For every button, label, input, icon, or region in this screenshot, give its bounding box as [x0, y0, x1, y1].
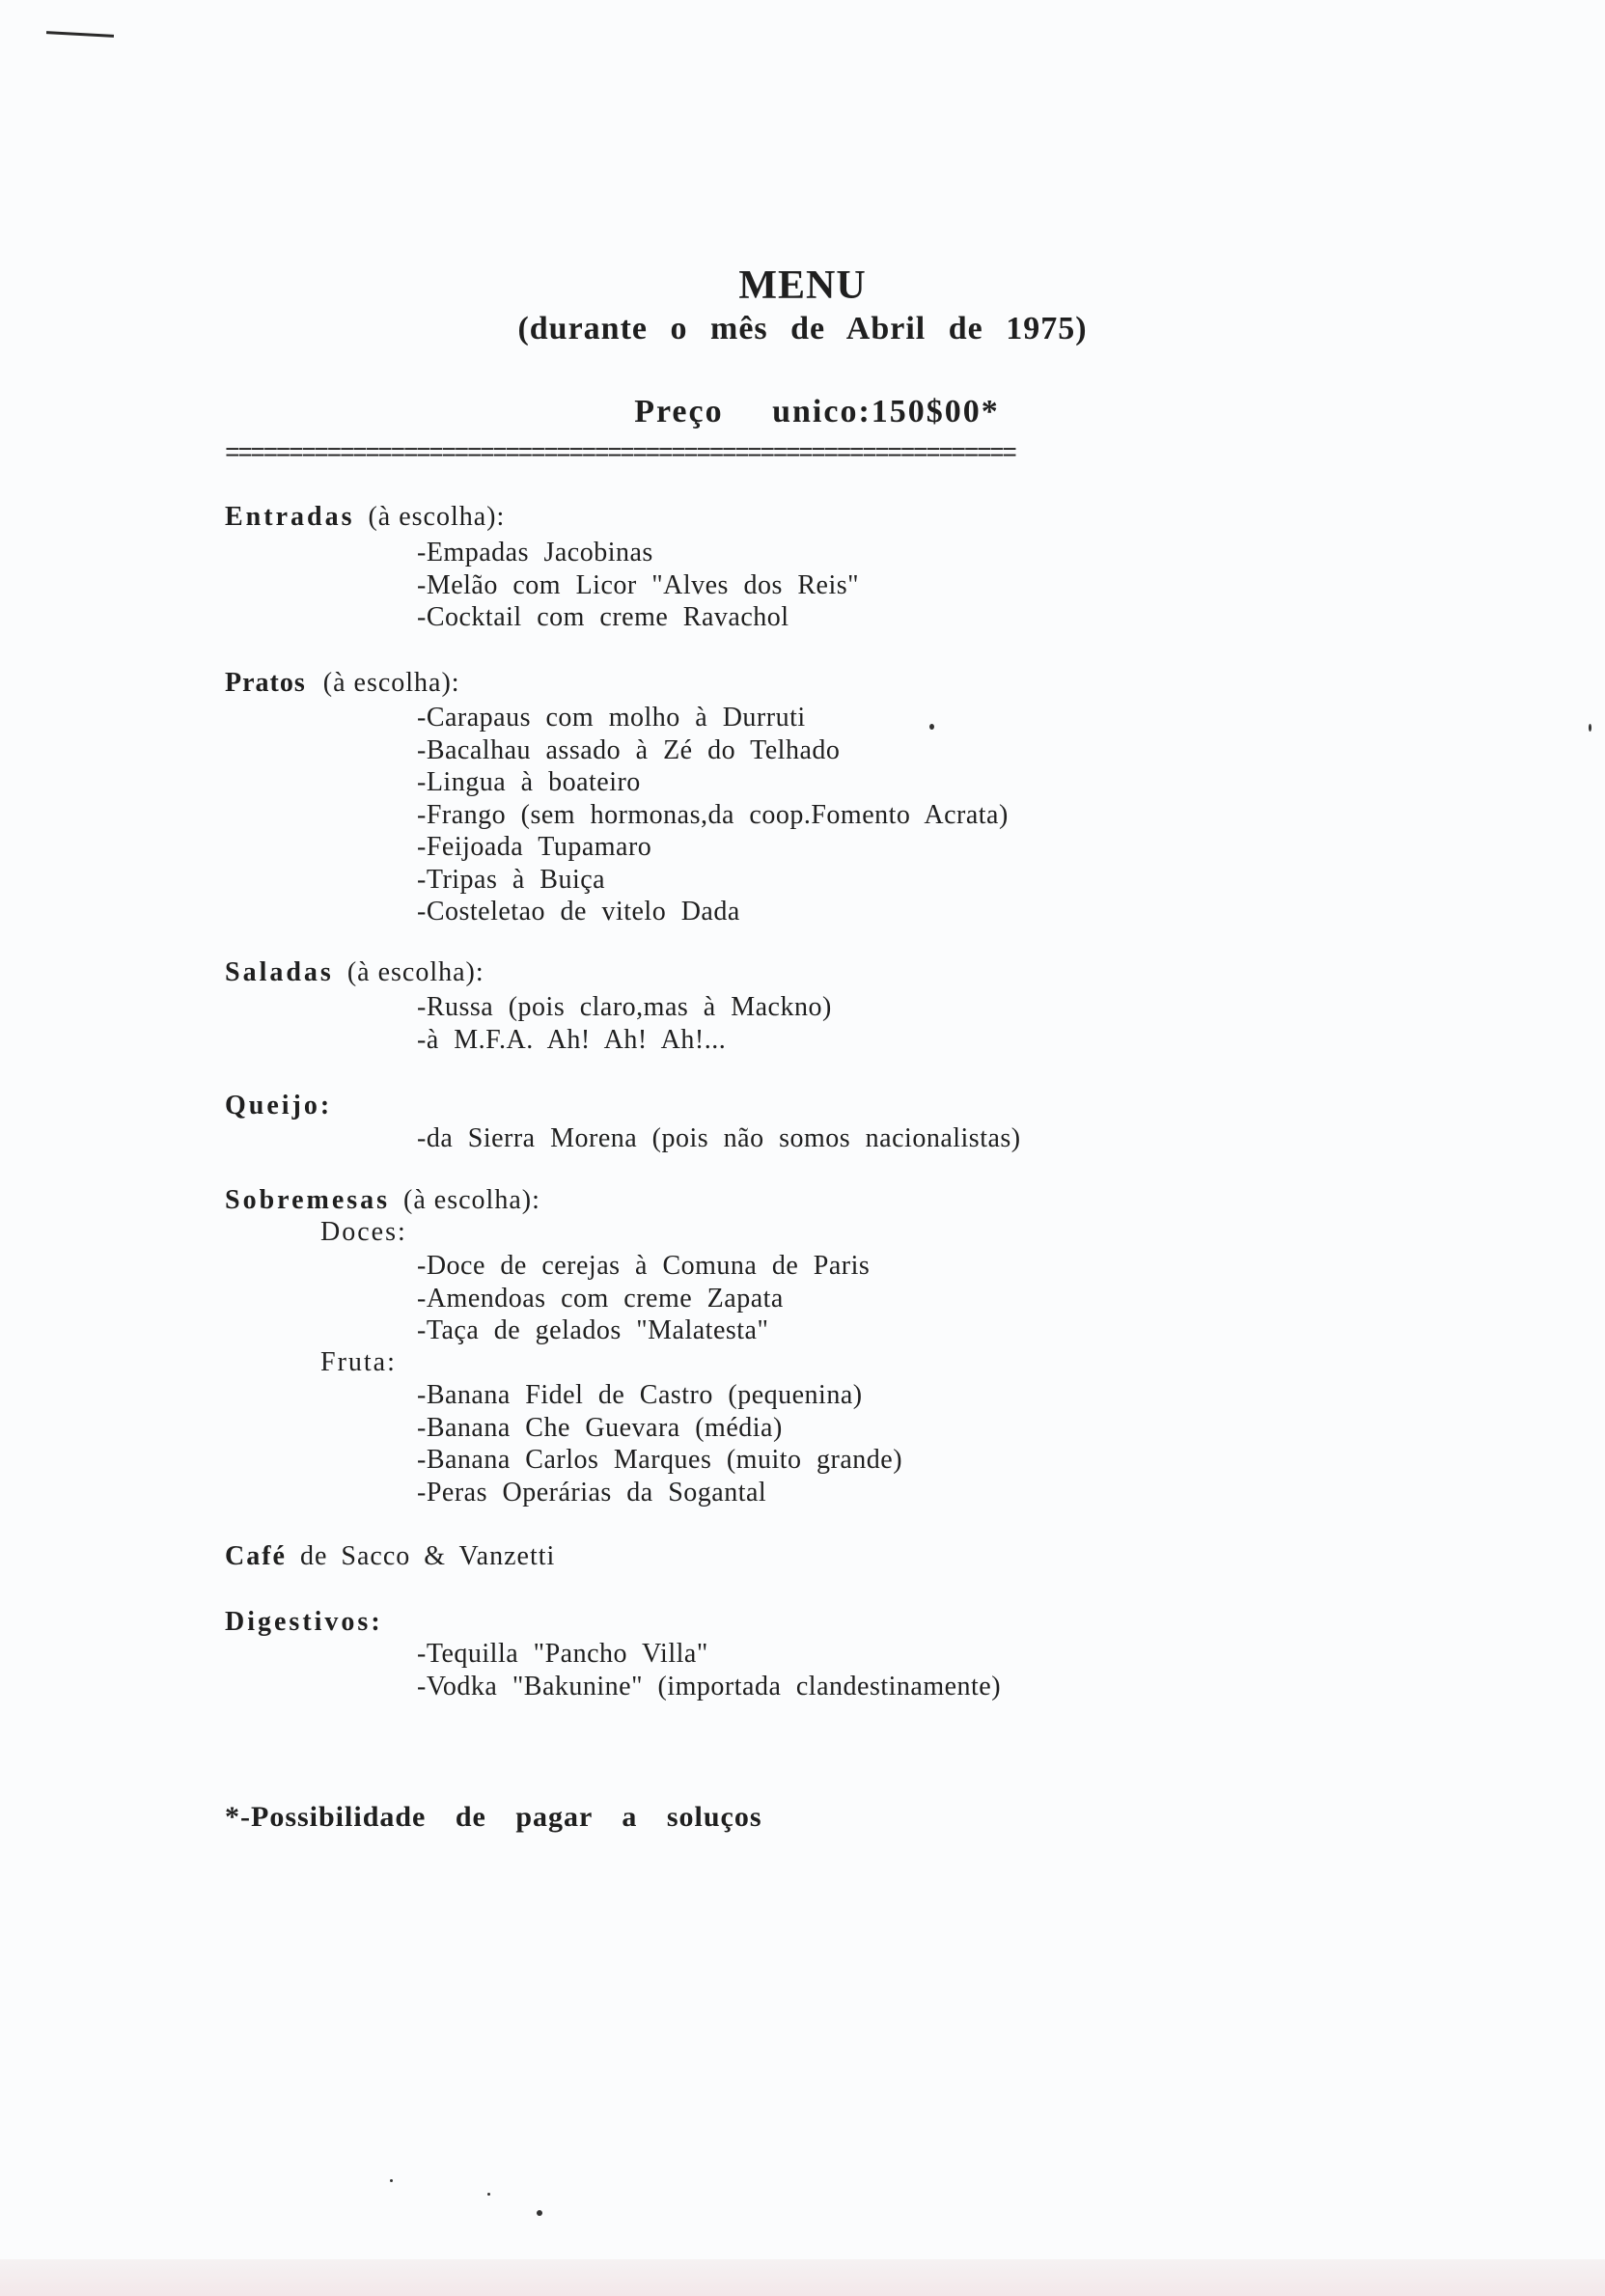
section-queijo-heading — [225, 1091, 332, 1121]
list-item: -Melão com Licor "Alves dos Reis" — [417, 569, 860, 600]
list-item: -Lingua à boateiro — [417, 767, 641, 797]
corner-pen-mark — [46, 31, 114, 38]
menu-subtitle: (durante o mês de Abril de 1975) — [517, 311, 1088, 346]
fruta-label: Fruta: — [320, 1347, 397, 1377]
list-item: -Russa (pois claro,mas à Mackno) — [417, 992, 832, 1022]
section-sobremesas-heading — [225, 1185, 540, 1216]
list-item: -Feijoada Tupamaro — [417, 832, 652, 862]
section-saladas-heading — [225, 957, 484, 988]
doces-label: Doces: — [320, 1217, 407, 1247]
list-item: -Banana Fidel de Castro (pequenina) — [417, 1380, 863, 1410]
section-title: Café — [225, 1541, 287, 1571]
ink-speck — [390, 2179, 393, 2182]
menu-title: MENU — [738, 263, 867, 308]
section-entradas-heading — [225, 502, 505, 533]
section-cafe-heading — [225, 1541, 555, 1572]
section-title: Sobremesas — [225, 1185, 391, 1215]
section-digestivos-items — [417, 1638, 1001, 1702]
list-item: -Banana Che Guevara (média) — [417, 1412, 783, 1443]
ink-speck — [929, 724, 934, 730]
list-item: -Banana Carlos Marques (muito grande) — [417, 1445, 903, 1475]
section-title: Pratos — [225, 668, 306, 698]
list-item: -Peras Operárias da Sogantal — [417, 1477, 767, 1508]
footnote: *-Possibilidade de pagar a soluços — [225, 1801, 762, 1833]
list-item: -da Sierra Morena (pois não somos nacionalistas) — [417, 1123, 1021, 1153]
section-queijo-items — [417, 1122, 1021, 1155]
menu-price: Preço unico:150$00* — [634, 394, 1000, 429]
list-item: -Tripas à Buiça — [417, 864, 606, 895]
separator-rule: ============================================================== — [225, 444, 1015, 465]
section-note: (à escolha): — [322, 668, 460, 698]
section-note: (à escolha): — [346, 957, 484, 987]
section-entradas-items — [417, 537, 859, 634]
section-digestivos-heading — [225, 1607, 383, 1638]
section-title: Saladas — [225, 957, 334, 987]
list-item: -Cocktail com creme Ravachol — [417, 602, 789, 632]
list-item: -Empadas Jacobinas — [417, 538, 653, 567]
list-item: -Carapaus com molho à Durruti — [417, 703, 806, 733]
section-note: (à escolha): — [403, 1185, 540, 1215]
list-item: -Taça de gelados "Malatesta" — [417, 1315, 769, 1345]
section-title: Entradas — [225, 502, 355, 532]
ink-speck — [487, 2193, 490, 2196]
section-saladas-items — [417, 991, 832, 1056]
ink-speck — [537, 2210, 542, 2216]
section-fruta-items — [417, 1379, 902, 1508]
list-item: -Costeletao de vitelo Dada — [417, 897, 740, 927]
list-item: -à M.F.A. Ah! Ah! Ah!... — [417, 1024, 727, 1055]
ink-speck — [1589, 724, 1591, 732]
list-item: -Amendoas com creme Zapata — [417, 1283, 784, 1314]
section-pratos-heading — [225, 668, 460, 699]
section-title: Queijo: — [225, 1091, 333, 1120]
list-item: -Vodka "Bakunine" (importada clandestinamente) — [417, 1671, 1002, 1701]
section-note: (à escolha): — [368, 502, 506, 532]
list-item: -Tequilla "Pancho Villa" — [417, 1639, 708, 1669]
section-doces-items — [417, 1250, 870, 1347]
section-pratos-items — [417, 702, 1009, 928]
section-note: de Sacco & Vanzetti — [299, 1541, 556, 1571]
section-title: Digestivos: — [225, 1607, 383, 1637]
list-item: -Bacalhau assado à Zé do Telhado — [417, 734, 841, 765]
list-item: -Frango (sem hormonas,da coop.Fomento Acrata) — [417, 799, 1009, 830]
list-item: -Doce de cerejas à Comuna de Paris — [417, 1251, 871, 1281]
bottom-edge-strip — [0, 2259, 1605, 2296]
